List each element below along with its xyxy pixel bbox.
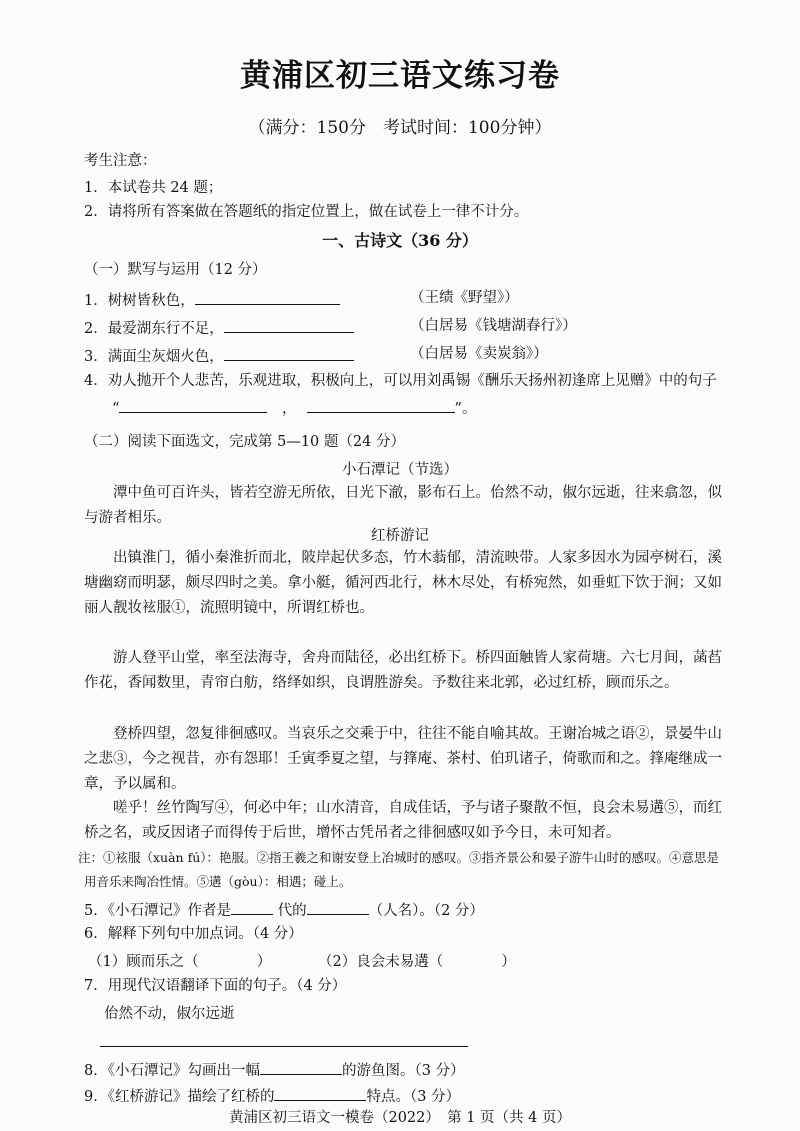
notice-item-2: 2．请将所有答案做在答题纸的指定位置上，做在试卷上一律不计分。 (84, 204, 529, 220)
notice-heading: 考生注意： (84, 153, 157, 169)
answer-blank (224, 346, 354, 361)
question-6-item-1: （1）顾而乐之（ ） (88, 954, 272, 970)
question-3-source: （白居易《卖炭翁》） (410, 346, 548, 362)
footnote-line-2: 用音乐来陶冶性情。⑤遘（gòu）：相遇；碰上。 (84, 874, 352, 889)
passage-2-title: 红桥游记 (371, 528, 429, 544)
passage-2-paragraph-2: 游人登平山堂，率至法海寺，舍舟而陆径，必出红桥下。桥四面触皆人家荷塘。六七月间，菡萏作花，香闻数里，青帘白舫，络绎如织，良谓胜游矣。予数往来北郭，必过红桥，顾而乐之。 (84, 650, 722, 691)
page-title: 黄浦区初三语文练习卷 (240, 58, 560, 94)
answer-blank (224, 318, 354, 333)
passage-2-paragraph-3: 登桥四望，忽复徘徊感叹。当哀乐之交乘于中，往往不能自喻其故。王谢冶城之语②，景晏牛山之悲③，今之视昔，亦有怨耶！壬寅季夏之望，与箨庵、茶村、伯玑诸子，倚歌而和之。箨庵继成一章，予以属和。 (84, 726, 722, 792)
question-6: 6．解释下列句中加点词。（4 分） (84, 926, 303, 942)
answer-blank (195, 290, 340, 305)
page-footer: 黄浦区初三语文一模卷（2022） 第 1 页（共 4 页） (228, 1110, 572, 1126)
answer-blank (231, 900, 273, 915)
answer-blank (119, 398, 267, 413)
part-heading-2: （二）阅读下面选文，完成第 5—10 题（24 分） (84, 434, 405, 450)
answer-blank (260, 1060, 342, 1075)
answer-blank (307, 398, 455, 413)
part-heading-1: （一）默写与运用（12 分） (84, 262, 267, 278)
question-1-source: （王绩《野望》） (410, 290, 519, 306)
exam-info: （满分：150分 考试时间：100分钟） (248, 118, 552, 138)
question-4-blanks: “ ， ”。 (112, 398, 476, 418)
question-7: 7．用现代汉语翻译下面的句子。（4 分） (84, 978, 347, 994)
question-2: 2．最爱湖东行不足， (84, 318, 354, 338)
passage-2-paragraph-4: 嗟乎！丝竹陶写④，何必中年；山水清音，自成佳话，予与诸子聚散不恒，良会未易遘⑤，而红桥之名，或反因诸子而得传于后世，增怀古凭吊者之徘徊感叹如予今日，未可知者。 (84, 800, 722, 841)
question-6-item-2: （2）良会未易遘（ ） (318, 954, 516, 970)
question-1: 1．树树皆秋色， (84, 290, 340, 310)
passage-1-text: 潭中鱼可百许头，皆若空游无所依，日光下澈，影布石上。佁然不动，俶尔远逝，往来翕忽，似与游者相乐。 (84, 485, 722, 526)
answer-blank (274, 1086, 366, 1101)
question-5: 5．《小石潭记》作者是 代的 （人名）。（2 分） (84, 900, 484, 920)
notice-item-1: 1．本试卷共 24 题； (84, 180, 223, 196)
section-title: 一、古诗文（36 分） (322, 231, 478, 250)
question-4: 4．劝人抛开个人悲苦，乐观进取，积极向上，可以用刘禹锡《酬乐天扬州初逢席上见赠》中的句子 (84, 373, 717, 389)
passage-1-title: 小石潭记（节选） (342, 462, 458, 478)
question-3: 3．满面尘灰烟火色， (84, 346, 354, 366)
question-9: 9．《红桥游记》描绘了红桥的 特点。（3 分） (84, 1086, 460, 1106)
footnote-line-1: 注：①袨服（xuàn fú）：艳服。②指王羲之和谢安登上冶城时的感叹。③指齐景公和晏子游牛山时的感叹。④意思是 (78, 850, 720, 865)
question-2-source: （白居易《钱塘湖春行》） (410, 318, 577, 334)
answer-line (100, 1046, 468, 1047)
question-7-sentence: 佁然不动，俶尔远逝 (104, 1006, 235, 1022)
answer-blank (307, 900, 369, 915)
passage-2-paragraph-1: 出镇淮门，循小秦淮折而北，陂岸起伏多态，竹木蓊郁，清流映带。人家多因水为园亭树石，溪塘幽窈而明瑟，颇尽四时之美。拿小艇，循河西北行，林木尽处，有桥宛然，如垂虹下饮于涧；又如丽人靓妆袨服①，流照明镜中，所谓红桥也。 (84, 550, 722, 616)
question-8: 8．《小石潭记》勾画出一幅 的游鱼图。（3 分） (84, 1060, 465, 1080)
